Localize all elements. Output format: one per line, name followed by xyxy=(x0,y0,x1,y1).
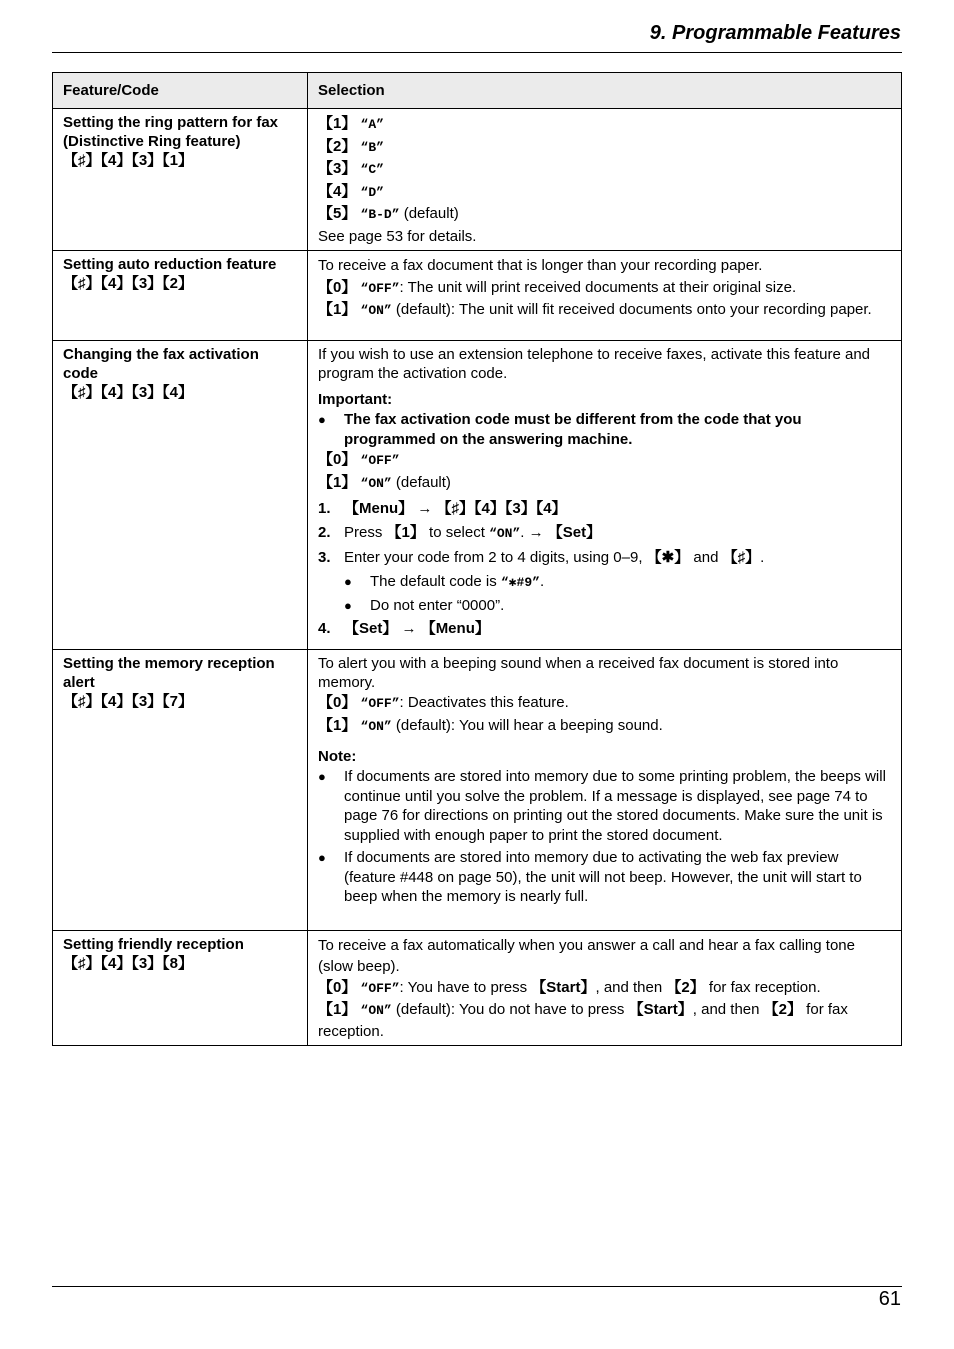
selection-cell xyxy=(308,341,902,650)
option-line: 【0】 “OFF” xyxy=(318,451,400,468)
option-line: 【1】 “ON” (default): You will hear a beeping sound. xyxy=(318,716,663,734)
bullet-icon xyxy=(318,848,344,907)
important-label: Important: xyxy=(318,391,393,408)
page-header-title: 9. Programmable Features xyxy=(649,22,901,44)
feature-code: 【♯】【4】【3】【7】 xyxy=(63,693,194,710)
option-line: 【5】 “B-D” (default) xyxy=(318,205,459,222)
feature-cell xyxy=(53,931,308,1046)
table-header-row xyxy=(53,73,902,109)
selection-intro: To alert you with a beeping sound when a received fax document is stored into memory. xyxy=(318,655,839,691)
feature-name: Setting the memory reception alert xyxy=(63,655,275,691)
selection-intro: To receive a fax automatically when you answer a call and hear a fax calling tone (slow beep). xyxy=(318,937,855,975)
page-number: 61 xyxy=(878,1288,901,1310)
step-1: 1. 【Menu】 → 【♯】【4】【3】【4】 xyxy=(318,500,567,517)
table-row xyxy=(53,251,902,341)
feature-name: Setting friendly reception xyxy=(63,936,244,953)
feature-code: 【♯】【4】【3】【1】 xyxy=(63,152,194,169)
option-line: 【1】 “A” xyxy=(318,115,384,132)
option-line: 【0】 “OFF”: Deactivates this feature. xyxy=(318,694,569,711)
header-rule xyxy=(52,52,902,53)
table-row xyxy=(53,931,902,1046)
note-bullet: ● If documents are stored into memory due to activating the web fax preview (feature #448 on page 50), the unit will not beep. However, the unit will start to beep when the memory is nearly full. xyxy=(318,848,891,907)
option-line: 【3】 “C” xyxy=(318,160,384,177)
features-table xyxy=(52,72,902,1046)
selection-intro: To receive a fax document that is longer than your recording paper. xyxy=(318,257,763,274)
option-line: 【2】 “B” xyxy=(318,137,384,155)
see-page-note: See page 53 for details. xyxy=(318,227,477,245)
footer-rule xyxy=(52,1286,902,1287)
step-3-subbullet: ● Do not enter “0000”. xyxy=(344,594,891,617)
step-3-subbullet: ● The default code is “✱#9”. xyxy=(344,570,891,594)
bullet-icon xyxy=(318,410,344,449)
column-header-selection: Selection xyxy=(308,73,902,109)
feature-name: Changing the fax activation code xyxy=(63,346,259,382)
option-line: 【4】 “D” xyxy=(318,182,384,200)
feature-code: 【♯】【4】【3】【8】 xyxy=(63,955,194,972)
feature-cell xyxy=(53,650,308,931)
feature-cell xyxy=(53,251,308,341)
important-bullet: ● The fax activation code must be different from the code that you programmed on the answering machine. xyxy=(318,410,891,449)
feature-name: Setting the ring pattern for fax (Distinctive Ring feature) xyxy=(63,114,279,150)
feature-code: 【♯】【4】【3】【4】 xyxy=(63,384,194,401)
note-label: Note: xyxy=(318,748,357,765)
feature-name: Setting auto reduction feature xyxy=(63,256,277,273)
feature-cell xyxy=(53,109,308,251)
step-4: 4. 【Set】 → 【Menu】 xyxy=(318,620,490,637)
selection-intro: If you wish to use an extension telephone to receive faxes, activate this feature and program the activation code. xyxy=(318,346,871,382)
table-row xyxy=(53,650,902,931)
selection-cell xyxy=(308,650,902,931)
feature-cell xyxy=(53,341,308,650)
step-3: 3. Enter your code from 2 to 4 digits, using 0–9, 【✱】 and 【♯】. xyxy=(318,549,765,566)
table-row xyxy=(53,109,902,251)
table-row xyxy=(53,341,902,650)
selection-cell: To receive a fax automatically when you answer a call and hear a fax calling tone (slow beep). 【0】 “OFF”: You have to press 【Start】, and then 【2】 for fax reception. 【1】 “ON” (default): You do not have to press 【Start】, and then 【2】 for fax reception. xyxy=(308,931,902,1046)
bullet-icon xyxy=(344,594,370,617)
column-header-feature: Feature/Code xyxy=(53,73,308,109)
bullet-icon xyxy=(344,570,370,594)
option-line: 【1】 “ON” (default) xyxy=(318,473,451,491)
step-2: 2. Press 【1】 to select “ON”. → 【Set】 xyxy=(318,524,602,541)
bullet-icon xyxy=(318,767,344,845)
note-bullet: ● If documents are stored into memory due to some printing problem, the beeps will continue until you solve the problem. If a message is displayed, see page 74 to page 76 for directions on printing out the stored documents. Make sure the unit is supplied with enough paper to print the stored document. xyxy=(318,767,891,845)
selection-cell xyxy=(308,109,902,251)
selection-cell: To receive a fax document that is longer than your recording paper. 【0】 “OFF”: The unit will print received documents at their original size. 【1】 “ON” (default): The unit will fit received documents onto your recording paper. xyxy=(308,251,902,341)
feature-code: 【♯】【4】【3】【2】 xyxy=(63,275,194,292)
